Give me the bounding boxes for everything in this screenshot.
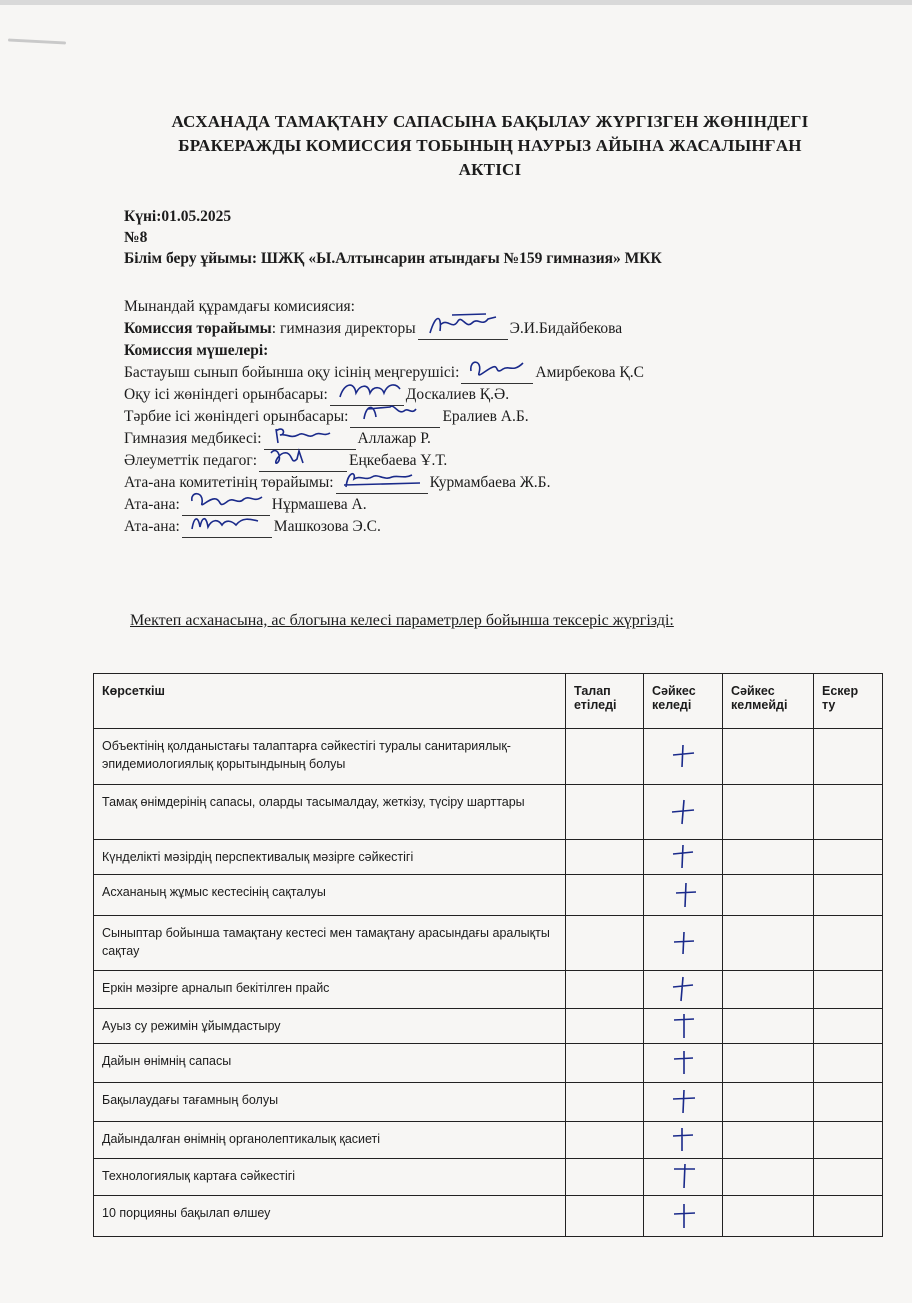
member-role: Оқу ісі жөніндегі орынбасары: — [124, 386, 328, 403]
indicator-cell: Еркін мәзірге арналып бекітілген прайс — [94, 971, 566, 1009]
handwritten-plus-mark — [668, 1011, 698, 1039]
member-name: Машкозова Э.С. — [273, 518, 381, 535]
required-cell — [566, 840, 644, 875]
title-line-1: АСХАНАДА ТАМАҚТАНУ САПАСЫНА БАҚЫЛАУ ЖҮРГІЗГЕН ЖӨНІНДЕГІ — [171, 112, 809, 131]
complies-cell — [644, 729, 723, 785]
note-cell — [814, 785, 883, 840]
table-header-row — [94, 674, 883, 729]
member-role: Ата-ана: — [124, 518, 180, 535]
indicator-cell: Сыныптар бойынша тамақтану кестесі мен тамақтану арасындағы аралықты сақтау — [94, 916, 566, 971]
committee-block — [124, 296, 644, 538]
not-complies-cell — [723, 1009, 814, 1044]
table-row — [94, 1159, 883, 1196]
not-complies-cell — [723, 971, 814, 1009]
complies-cell — [644, 840, 723, 875]
note-cell — [814, 1122, 883, 1159]
handwritten-plus-mark — [668, 879, 698, 909]
member-row — [124, 428, 644, 450]
required-cell — [566, 785, 644, 840]
member-name: Нұрмашева А. — [271, 496, 367, 513]
complies-cell — [644, 1044, 723, 1083]
title-line-3: АКТІСІ — [458, 160, 522, 179]
note-cell — [814, 840, 883, 875]
not-complies-cell — [723, 1122, 814, 1159]
complies-cell — [644, 875, 723, 916]
complies-cell — [644, 1159, 723, 1196]
complies-cell — [644, 971, 723, 1009]
header-not-complies: Сәйкес келмейді — [723, 674, 814, 729]
members-label: Комиссия мүшелері: — [124, 342, 269, 359]
member-signature — [350, 405, 440, 428]
handwritten-plus-mark — [668, 1200, 698, 1230]
title-line-2: БРАКЕРАЖДЫ КОМИССИЯ ТОБЫНЫҢ НАУРЫЗ АЙЫНА ЖАСАЛЫНҒАН — [178, 136, 802, 155]
not-complies-cell — [723, 1196, 814, 1237]
member-row — [124, 516, 644, 538]
indicator-cell: Ауыз су режимін ұйымдастыру — [94, 1009, 566, 1044]
member-role: Тәрбие ісі жөніндегі орынбасары: — [124, 408, 349, 425]
note-cell — [814, 875, 883, 916]
not-complies-cell — [723, 875, 814, 916]
note-cell — [814, 1196, 883, 1237]
indicator-cell: Дайын өнімнің сапасы — [94, 1044, 566, 1083]
indicator-cell: Асхананың жұмыс кестесінің сақталуы — [94, 875, 566, 916]
not-complies-cell — [723, 729, 814, 785]
table-row — [94, 916, 883, 971]
handwritten-plus-mark — [668, 973, 698, 1003]
committee-chair — [124, 318, 644, 340]
note-cell — [814, 1044, 883, 1083]
table-row — [94, 840, 883, 875]
member-signature — [336, 471, 428, 494]
complies-cell — [644, 916, 723, 971]
member-role: Әлеуметтік педагог: — [124, 452, 258, 469]
table-row — [94, 1122, 883, 1159]
complies-cell — [644, 1122, 723, 1159]
required-cell — [566, 1009, 644, 1044]
header-note: Ескер ту — [814, 674, 883, 729]
required-cell — [566, 1122, 644, 1159]
chair-name: Э.И.Бидайбекова — [509, 320, 623, 337]
required-cell — [566, 1196, 644, 1237]
table-row — [94, 1009, 883, 1044]
organization-name: Білім беру ұйымы: ШЖҚ «Ы.Алтынсарин атындағы №159 гимназия» МКК — [124, 250, 662, 267]
note-cell — [814, 729, 883, 785]
note-cell — [814, 916, 883, 971]
required-cell — [566, 1159, 644, 1196]
header-indicator: Көрсеткіш — [94, 674, 566, 729]
note-cell — [814, 1009, 883, 1044]
chair-signature — [418, 317, 508, 340]
handwritten-plus-mark — [668, 1125, 698, 1153]
indicator-cell: Бақылаудағы тағамның болуы — [94, 1083, 566, 1122]
member-name: Еңкебаева Ұ.Т. — [349, 452, 448, 469]
table-row — [94, 971, 883, 1009]
not-complies-cell — [723, 916, 814, 971]
required-cell — [566, 971, 644, 1009]
note-cell — [814, 971, 883, 1009]
not-complies-cell — [723, 1159, 814, 1196]
document-number: №8 — [124, 229, 148, 246]
member-role: Ата-ана: — [124, 496, 180, 513]
handwritten-plus-mark — [668, 740, 698, 770]
member-role: Гимназия медбикесі: — [124, 430, 262, 447]
inspection-table — [93, 673, 883, 1237]
table-row — [94, 1083, 883, 1122]
table-row — [94, 785, 883, 840]
indicator-cell: Технологиялық картаға сәйкестігі — [94, 1159, 566, 1196]
indicator-cell: Күнделікті мәзірдің перспективалық мәзірге сәйкестігі — [94, 840, 566, 875]
chair-label: Комиссия төрайымы — [124, 320, 272, 337]
member-signature — [461, 361, 533, 384]
member-role: Бастауыш сынып бойынша оқу ісінің меңгерушісі: — [124, 364, 460, 381]
complies-cell — [644, 785, 723, 840]
not-complies-cell — [723, 785, 814, 840]
indicator-cell: 10 порцияны бақылап өлшеу — [94, 1196, 566, 1237]
member-name: Ералиев А.Б. — [442, 408, 529, 425]
not-complies-cell — [723, 1083, 814, 1122]
handwritten-plus-mark — [668, 796, 698, 826]
document-title — [120, 110, 860, 182]
header-complies: Сәйкес келеді — [644, 674, 723, 729]
handwritten-plus-mark — [668, 1087, 698, 1115]
required-cell — [566, 1083, 644, 1122]
member-row — [124, 406, 644, 428]
complies-cell — [644, 1083, 723, 1122]
indicator-cell: Дайындалған өнімнің органолептикалық қасиеті — [94, 1122, 566, 1159]
not-complies-cell — [723, 1044, 814, 1083]
inspection-intro: Мектеп асханасына, ас блогына келесі параметрлер бойынша тексеріс жүргізді: — [130, 612, 674, 629]
handwritten-plus-mark — [668, 1048, 698, 1076]
scan-artifact — [8, 38, 66, 44]
note-cell — [814, 1083, 883, 1122]
member-role: Ата-ана комитетінің төрайымы: — [124, 474, 334, 491]
complies-cell — [644, 1196, 723, 1237]
indicator-cell: Объектінің қолданыстағы талаптарға сәйкестігі туралы санитариялық-эпидемиологиялық қорытындының болуы — [94, 729, 566, 785]
member-name: Амирбекова Қ.С — [535, 364, 644, 381]
member-name: Курмамбаева Ж.Б. — [429, 474, 551, 491]
table-row — [94, 875, 883, 916]
table-row — [94, 1196, 883, 1237]
document-meta — [124, 206, 662, 269]
committee-intro: Мынандай құрамдағы комисиясия: — [124, 298, 355, 315]
required-cell — [566, 875, 644, 916]
table-row — [94, 729, 883, 785]
handwritten-plus-mark — [668, 1162, 698, 1190]
complies-cell — [644, 1009, 723, 1044]
member-signature — [259, 449, 347, 472]
required-cell — [566, 916, 644, 971]
scan-edge — [0, 0, 912, 5]
member-name: Доскалиев Қ.Ә. — [405, 386, 510, 403]
handwritten-plus-mark — [668, 842, 698, 870]
note-cell — [814, 1159, 883, 1196]
required-cell — [566, 729, 644, 785]
indicator-cell: Тамақ өнімдерінің сапасы, оларды тасымалдау, жеткізу, түсіру шарттары — [94, 785, 566, 840]
header-required: Талап етіледі — [566, 674, 644, 729]
required-cell — [566, 1044, 644, 1083]
handwritten-plus-mark — [668, 927, 698, 957]
chair-role: : гимназия директоры — [271, 320, 416, 337]
document-date: Күні:01.05.2025 — [124, 208, 232, 225]
member-name: Аллажар Р. — [357, 430, 431, 447]
not-complies-cell — [723, 840, 814, 875]
member-signature — [182, 515, 272, 538]
table-row — [94, 1044, 883, 1083]
